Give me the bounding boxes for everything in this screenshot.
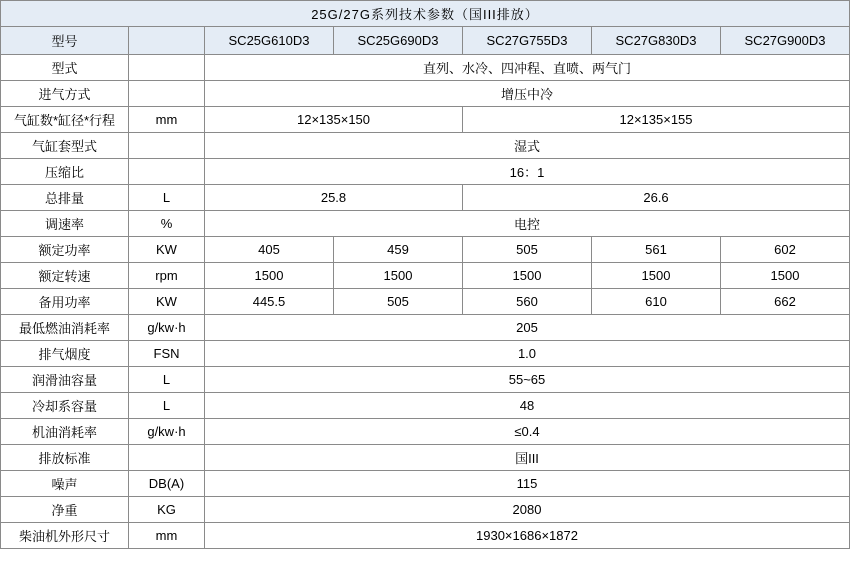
table-row (1, 133, 850, 159)
row-unit: rpm (129, 263, 205, 289)
table-row (1, 211, 850, 237)
title-row (1, 1, 850, 27)
table-row (1, 263, 850, 289)
row-value-cell: 459 (334, 237, 463, 263)
row-label: 排气烟度 (1, 341, 129, 367)
row-value-cell: 602 (721, 237, 850, 263)
row-unit (129, 445, 205, 471)
row-unit: mm (129, 107, 205, 133)
row-value: 1.0 (205, 341, 850, 367)
row-unit: KW (129, 237, 205, 263)
table-row (1, 471, 850, 497)
table-row (1, 419, 850, 445)
table-body (1, 1, 850, 549)
header-model-4: SC27G830D3 (592, 27, 721, 55)
row-label: 调速率 (1, 211, 129, 237)
row-value-cell: 505 (463, 237, 592, 263)
row-unit: DB(A) (129, 471, 205, 497)
header-model-2: SC25G690D3 (334, 27, 463, 55)
row-label: 最低燃油消耗率 (1, 315, 129, 341)
table-row (1, 393, 850, 419)
row-value: 16：1 (205, 159, 850, 185)
row-label: 型式 (1, 55, 129, 81)
row-value-cell: 662 (721, 289, 850, 315)
row-unit (129, 81, 205, 107)
row-value-cell: 1500 (334, 263, 463, 289)
row-value-cell: 561 (592, 237, 721, 263)
row-label: 润滑油容量 (1, 367, 129, 393)
row-label: 气缸套型式 (1, 133, 129, 159)
row-value: 115 (205, 471, 850, 497)
table-row (1, 289, 850, 315)
page-title: 25G/27G系列技术参数（国III排放） (1, 1, 850, 27)
row-value-cell: 1500 (721, 263, 850, 289)
row-unit (129, 133, 205, 159)
row-label: 机油消耗率 (1, 419, 129, 445)
row-value: ≤0.4 (205, 419, 850, 445)
table-row (1, 55, 850, 81)
header-unit (129, 27, 205, 55)
row-value: 1930×1686×1872 (205, 523, 850, 549)
row-value-cell: 405 (205, 237, 334, 263)
row-unit: g/kw·h (129, 419, 205, 445)
row-label: 噪声 (1, 471, 129, 497)
row-value-group-2: 12×135×155 (463, 107, 850, 133)
row-value: 55~65 (205, 367, 850, 393)
row-value: 2080 (205, 497, 850, 523)
row-unit (129, 159, 205, 185)
row-value: 湿式 (205, 133, 850, 159)
table-row (1, 523, 850, 549)
row-value-group-1: 12×135×150 (205, 107, 463, 133)
row-label: 净重 (1, 497, 129, 523)
row-label: 额定功率 (1, 237, 129, 263)
row-label: 备用功率 (1, 289, 129, 315)
header-label-model: 型号 (1, 27, 129, 55)
header-model-5: SC27G900D3 (721, 27, 850, 55)
row-label: 冷却系容量 (1, 393, 129, 419)
row-value-cell: 1500 (592, 263, 721, 289)
table-header-row (1, 27, 850, 55)
row-unit: mm (129, 523, 205, 549)
row-label: 总排量 (1, 185, 129, 211)
header-model-3: SC27G755D3 (463, 27, 592, 55)
table-row (1, 315, 850, 341)
row-unit: KW (129, 289, 205, 315)
row-label: 额定转速 (1, 263, 129, 289)
row-unit: FSN (129, 341, 205, 367)
row-unit: L (129, 185, 205, 211)
row-label: 进气方式 (1, 81, 129, 107)
row-unit (129, 55, 205, 81)
row-value-group-2: 26.6 (463, 185, 850, 211)
row-value: 直列、水冷、四冲程、直喷、两气门 (205, 55, 850, 81)
row-label: 压缩比 (1, 159, 129, 185)
table-row (1, 237, 850, 263)
row-label: 排放标准 (1, 445, 129, 471)
table-row (1, 159, 850, 185)
row-value: 205 (205, 315, 850, 341)
row-unit: KG (129, 497, 205, 523)
table-row (1, 497, 850, 523)
table-row (1, 81, 850, 107)
row-label: 气缸数*缸径*行程 (1, 107, 129, 133)
row-value-cell: 560 (463, 289, 592, 315)
table-row (1, 367, 850, 393)
row-value-cell: 505 (334, 289, 463, 315)
row-value: 国III (205, 445, 850, 471)
table-row (1, 445, 850, 471)
row-value-cell: 1500 (205, 263, 334, 289)
row-value-cell: 1500 (463, 263, 592, 289)
row-unit: % (129, 211, 205, 237)
table-row (1, 107, 850, 133)
row-value-cell: 445.5 (205, 289, 334, 315)
header-model-1: SC25G610D3 (205, 27, 334, 55)
row-label: 柴油机外形尺寸 (1, 523, 129, 549)
row-value: 增压中冷 (205, 81, 850, 107)
row-value-cell: 610 (592, 289, 721, 315)
row-unit: g/kw·h (129, 315, 205, 341)
row-value-group-1: 25.8 (205, 185, 463, 211)
row-value: 48 (205, 393, 850, 419)
row-value: 电控 (205, 211, 850, 237)
row-unit: L (129, 367, 205, 393)
row-unit: L (129, 393, 205, 419)
table-row (1, 341, 850, 367)
table-row (1, 185, 850, 211)
